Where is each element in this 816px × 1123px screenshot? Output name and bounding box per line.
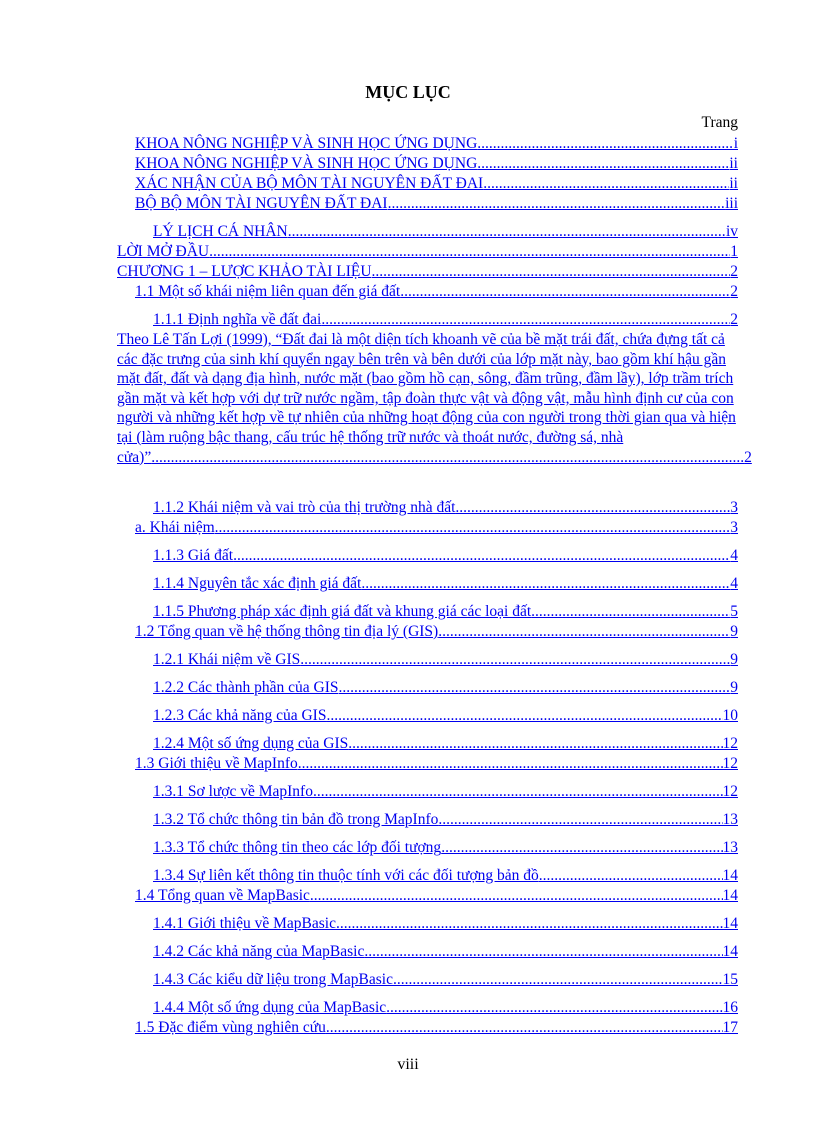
page-title: MỤC LỤC (365, 82, 451, 102)
toc-entry[interactable]: 1.2.4 Một số ứng dụng của GIS ..... 12 (153, 734, 738, 754)
page-column-label: Trang (701, 114, 738, 131)
toc-entry[interactable]: CHƯƠNG 1 – LƯỢC KHẢO TÀI LIỆU ..... 2 (117, 262, 738, 282)
page-number: viii (397, 1056, 419, 1073)
toc-entry[interactable]: 1.3.3 Tổ chức thông tin theo các lớp đối tượng ..... 13 (153, 838, 738, 858)
toc-entry[interactable]: KHOA NÔNG NGHIỆP VÀ SINH HỌC ỨNG DỤNG ..... i (135, 134, 738, 154)
toc-entry[interactable]: 1.1.1 Định nghĩa về đất đai ..... 2 (153, 310, 738, 330)
toc-entry[interactable]: 1.3.2 Tổ chức thông tin bản đồ trong MapInfo ..... 13 (153, 810, 738, 830)
toc-entry[interactable]: 1.1.3 Giá đất ..... 4 (153, 546, 738, 566)
toc-entry[interactable]: 1.3 Giới thiệu về MapInfo ..... 12 (135, 754, 738, 774)
toc-entry[interactable]: 1.4.1 Giới thiệu về MapBasic ..... 14 (153, 914, 738, 934)
toc-entry[interactable]: 1.1.2 Khái niệm và vai trò của thị trường nhà đất ..... 3 (153, 498, 738, 518)
toc-entry[interactable]: 1.4 Tổng quan về MapBasic ..... 14 (135, 886, 738, 906)
toc-entry[interactable]: 1.2.3 Các khả năng của GIS ..... 10 (153, 706, 738, 726)
toc-entry[interactable]: KHOA NÔNG NGHIỆP VÀ SINH HỌC ỨNG DỤNG ..... ii (135, 154, 738, 174)
toc-entry[interactable]: a. Khái niệm ..... 3 (135, 518, 738, 538)
toc-entry[interactable]: 1.3.4 Sự liên kết thông tin thuộc tính với các đối tượng bản đồ ..... 14 (153, 866, 738, 886)
toc-entry[interactable]: LỜI MỞ ĐẦU ..... 1 (117, 242, 738, 262)
toc-entry-paragraph[interactable]: Theo Lê Tấn Lợi (1999), “Đất đai là một diện tích khoanh vẽ của bề mặt trái đất, chứa đựng tất cả các đặc trưng của sinh khí quyển ngay bên trên và bên dưới của lớp mặt này, bao gồm khí hậu gần mặt đất, đất và dạng địa hình, nước mặt (bao gồm hồ cạn, sông, đầm trũng, đầm lầy), lớp trầm trích gần mặt và kết hợp với dự trữ nước ngầm, tập đoàn thực vật và động vật, mẫu hình định cư của con người và những kết hợp về tự nhiên của những hoạt động của con người trong thời gian qua và hiện tại (làm ruộng bậc thang, cấu trúc hệ thống trữ nước và thoát nước, đường sá, nhà cửa)”.........................................................................................................................................................2 (117, 331, 752, 466)
toc-entry[interactable]: 1.4.2 Các khả năng của MapBasic ..... 14 (153, 942, 738, 962)
toc-entry[interactable]: BỘ BỘ MÔN TÀI NGUYÊN ĐẤT ĐAI ..... iii (135, 194, 738, 214)
toc-entry[interactable]: 1.2.1 Khái niệm về GIS ..... 9 (153, 650, 738, 670)
toc-entry[interactable]: 1.2 Tổng quan về hệ thống thông tin địa lý (GIS) ..... 9 (135, 622, 738, 642)
toc-entry[interactable]: LÝ LỊCH CÁ NHÂN ..... iv (153, 222, 738, 242)
toc-entry[interactable]: 1.3.1 Sơ lược về MapInfo ..... 12 (153, 782, 738, 802)
toc-entry[interactable]: 1.4.3 Các kiểu dữ liệu trong MapBasic ..... 15 (153, 970, 738, 990)
toc-entry[interactable]: 1.4.4 Một số ứng dụng của MapBasic ..... 16 (153, 998, 738, 1018)
toc-entry[interactable]: 1.1 Một số khái niệm liên quan đến giá đất ..... 2 (135, 282, 738, 302)
toc-entry[interactable]: 1.1.4 Nguyên tắc xác định giá đất ..... 4 (153, 574, 738, 594)
toc-entry[interactable]: XÁC NHẬN CỦA BỘ MÔN TÀI NGUYÊN ĐẤT ĐAI ..... ii (135, 174, 738, 194)
toc-entry[interactable]: 1.2.2 Các thành phần của GIS ..... 9 (153, 678, 738, 698)
toc-entry[interactable]: 1.5 Đặc điểm vùng nghiên cứu ..... 17 (135, 1018, 738, 1038)
toc-entry[interactable]: 1.1.5 Phương pháp xác định giá đất và khung giá các loại đất ..... 5 (153, 602, 738, 622)
